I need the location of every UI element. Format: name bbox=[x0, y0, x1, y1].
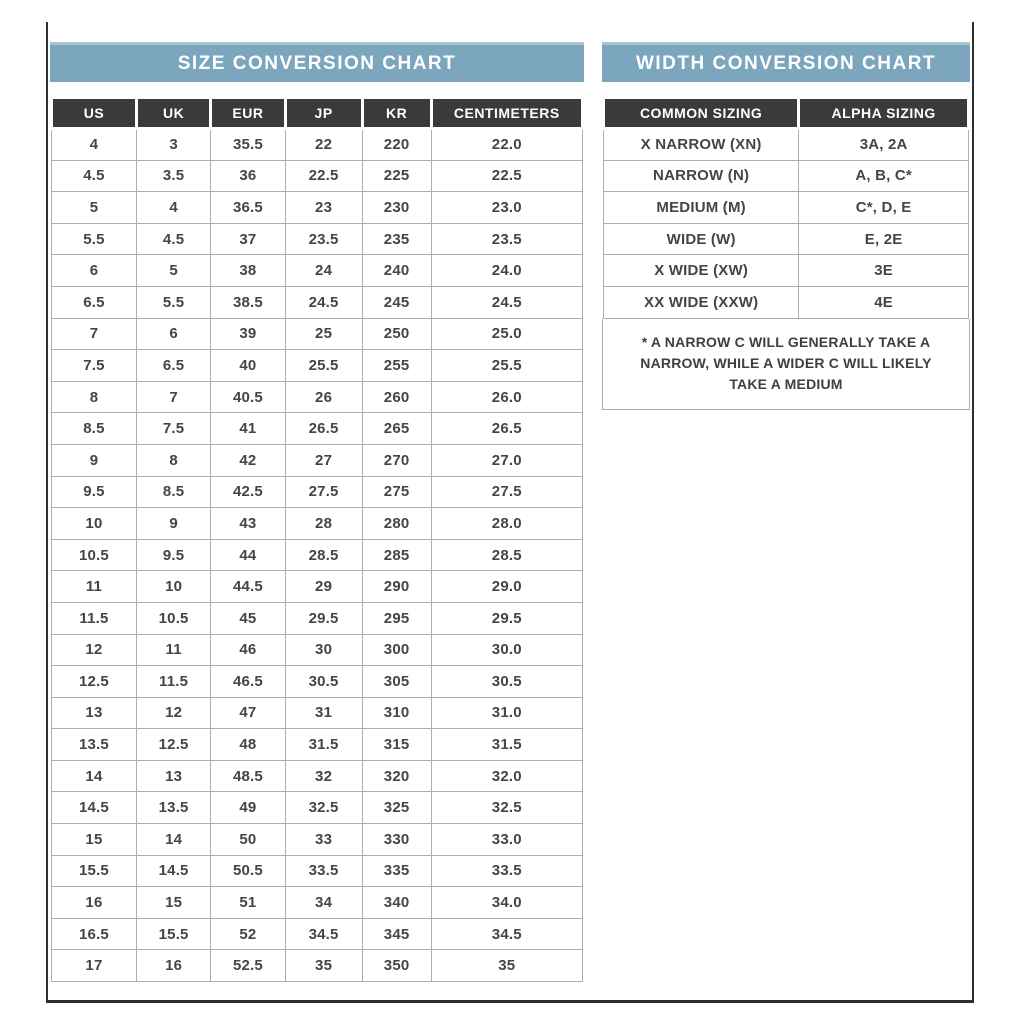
table-row bbox=[52, 160, 583, 192]
width-conversion-table bbox=[602, 96, 970, 319]
table-cell: 10.5 bbox=[136, 602, 210, 634]
table-row bbox=[52, 413, 583, 445]
table-cell: 270 bbox=[362, 444, 431, 476]
column-header: JP bbox=[285, 98, 362, 129]
column-header: KR bbox=[362, 98, 431, 129]
table-cell: 8 bbox=[136, 444, 210, 476]
table-cell: 50 bbox=[211, 824, 285, 856]
table-cell: 330 bbox=[362, 824, 431, 856]
table-cell: 33.0 bbox=[431, 824, 582, 856]
table-cell: 29 bbox=[285, 571, 362, 603]
table-cell: NARROW (N) bbox=[604, 160, 799, 192]
table-cell: 5.5 bbox=[52, 223, 137, 255]
table-cell: 12 bbox=[52, 634, 137, 666]
table-cell: 14.5 bbox=[136, 855, 210, 887]
table-cell: 285 bbox=[362, 539, 431, 571]
table-cell: 49 bbox=[211, 792, 285, 824]
table-cell: 6 bbox=[136, 318, 210, 350]
table-cell: 16.5 bbox=[52, 918, 137, 950]
table-cell: 35 bbox=[431, 950, 582, 982]
table-cell: 13 bbox=[136, 760, 210, 792]
table-cell: 27.0 bbox=[431, 444, 582, 476]
column-header: COMMON SIZING bbox=[604, 98, 799, 129]
table-cell: 245 bbox=[362, 286, 431, 318]
table-cell: 31.0 bbox=[431, 697, 582, 729]
table-cell: 265 bbox=[362, 413, 431, 445]
table-row bbox=[604, 129, 969, 161]
table-cell: 25 bbox=[285, 318, 362, 350]
table-cell: 34.0 bbox=[431, 887, 582, 919]
table-cell: 22.5 bbox=[285, 160, 362, 192]
table-cell: 36 bbox=[211, 160, 285, 192]
size-conversion-table bbox=[50, 96, 584, 982]
column-header: US bbox=[52, 98, 137, 129]
width-chart-header-row bbox=[604, 98, 969, 129]
table-cell: 6.5 bbox=[136, 350, 210, 382]
table-cell: E, 2E bbox=[799, 223, 969, 255]
table-cell: 31 bbox=[285, 697, 362, 729]
table-cell: 27.5 bbox=[285, 476, 362, 508]
table-cell: 9 bbox=[52, 444, 137, 476]
table-cell: 255 bbox=[362, 350, 431, 382]
table-cell: 29.5 bbox=[285, 602, 362, 634]
table-cell: 5.5 bbox=[136, 286, 210, 318]
table-cell: 34.5 bbox=[431, 918, 582, 950]
table-row bbox=[52, 760, 583, 792]
table-cell: 38 bbox=[211, 255, 285, 287]
table-cell: 16 bbox=[52, 887, 137, 919]
table-row bbox=[604, 286, 969, 318]
table-cell: 24 bbox=[285, 255, 362, 287]
table-cell: 30.5 bbox=[431, 666, 582, 698]
table-cell: 17 bbox=[52, 950, 137, 982]
table-cell: 3 bbox=[136, 129, 210, 161]
table-cell: 33 bbox=[285, 824, 362, 856]
table-cell: 4 bbox=[52, 129, 137, 161]
table-cell: 14.5 bbox=[52, 792, 137, 824]
table-row bbox=[52, 571, 583, 603]
table-row bbox=[52, 697, 583, 729]
table-cell: 47 bbox=[211, 697, 285, 729]
table-cell: 44 bbox=[211, 539, 285, 571]
table-cell: 23.0 bbox=[431, 192, 582, 224]
table-cell: 30.5 bbox=[285, 666, 362, 698]
table-cell: 8.5 bbox=[52, 413, 137, 445]
table-cell: 305 bbox=[362, 666, 431, 698]
table-cell: 275 bbox=[362, 476, 431, 508]
table-row bbox=[52, 950, 583, 982]
table-cell: 240 bbox=[362, 255, 431, 287]
width-chart-footnote: * A NARROW C WILL GENERALLY TAKE A NARROW, WHILE A WIDER C WILL LIKELY TAKE A MEDIUM bbox=[602, 319, 970, 410]
table-cell: 26 bbox=[285, 381, 362, 413]
table-cell: 23.5 bbox=[431, 223, 582, 255]
table-row bbox=[52, 223, 583, 255]
table-row bbox=[52, 255, 583, 287]
table-cell: 10.5 bbox=[52, 539, 137, 571]
table-cell: 5 bbox=[52, 192, 137, 224]
table-cell: 48.5 bbox=[211, 760, 285, 792]
table-cell: 32.0 bbox=[431, 760, 582, 792]
table-cell: 8 bbox=[52, 381, 137, 413]
table-cell: 36.5 bbox=[211, 192, 285, 224]
size-chart-title: SIZE CONVERSION CHART bbox=[50, 42, 584, 82]
table-cell: 42.5 bbox=[211, 476, 285, 508]
table-cell: 230 bbox=[362, 192, 431, 224]
table-row bbox=[52, 634, 583, 666]
table-row bbox=[52, 444, 583, 476]
table-cell: 30.0 bbox=[431, 634, 582, 666]
table-cell: 24.5 bbox=[431, 286, 582, 318]
table-cell: 13.5 bbox=[136, 792, 210, 824]
table-cell: 46.5 bbox=[211, 666, 285, 698]
width-chart-title: WIDTH CONVERSION CHART bbox=[602, 42, 970, 82]
table-cell: 250 bbox=[362, 318, 431, 350]
table-cell: 22 bbox=[285, 129, 362, 161]
table-cell: 31.5 bbox=[285, 729, 362, 761]
table-cell: 13.5 bbox=[52, 729, 137, 761]
table-cell: 25.5 bbox=[285, 350, 362, 382]
table-row bbox=[52, 508, 583, 540]
table-row bbox=[52, 381, 583, 413]
table-cell: 46 bbox=[211, 634, 285, 666]
table-cell: 35.5 bbox=[211, 129, 285, 161]
table-cell: 41 bbox=[211, 413, 285, 445]
table-cell: 12.5 bbox=[52, 666, 137, 698]
table-cell: 27.5 bbox=[431, 476, 582, 508]
table-cell: 4.5 bbox=[136, 223, 210, 255]
table-cell: 320 bbox=[362, 760, 431, 792]
table-row bbox=[52, 539, 583, 571]
table-cell: 5 bbox=[136, 255, 210, 287]
table-cell: X WIDE (XW) bbox=[604, 255, 799, 287]
table-cell: 235 bbox=[362, 223, 431, 255]
table-row bbox=[52, 192, 583, 224]
table-cell: 33.5 bbox=[431, 855, 582, 887]
table-cell: MEDIUM (M) bbox=[604, 192, 799, 224]
table-cell: 325 bbox=[362, 792, 431, 824]
table-cell: 11.5 bbox=[136, 666, 210, 698]
column-header: EUR bbox=[211, 98, 285, 129]
table-cell: 29.0 bbox=[431, 571, 582, 603]
table-cell: 35 bbox=[285, 950, 362, 982]
table-cell: 34 bbox=[285, 887, 362, 919]
table-cell: 220 bbox=[362, 129, 431, 161]
table-cell: 295 bbox=[362, 602, 431, 634]
table-cell: 25.5 bbox=[431, 350, 582, 382]
table-row bbox=[604, 160, 969, 192]
table-cell: 32.5 bbox=[285, 792, 362, 824]
table-row bbox=[52, 729, 583, 761]
column-header: ALPHA SIZING bbox=[799, 98, 969, 129]
size-chart-header-row bbox=[52, 98, 583, 129]
table-cell: 15.5 bbox=[136, 918, 210, 950]
table-cell: XX WIDE (XXW) bbox=[604, 286, 799, 318]
table-cell: WIDE (W) bbox=[604, 223, 799, 255]
table-cell: 26.5 bbox=[431, 413, 582, 445]
table-cell: 39 bbox=[211, 318, 285, 350]
table-row bbox=[52, 887, 583, 919]
table-cell: 7.5 bbox=[52, 350, 137, 382]
table-cell: 260 bbox=[362, 381, 431, 413]
table-row bbox=[604, 255, 969, 287]
table-row bbox=[604, 192, 969, 224]
table-cell: 290 bbox=[362, 571, 431, 603]
table-cell: 310 bbox=[362, 697, 431, 729]
table-cell: 28.5 bbox=[431, 539, 582, 571]
table-cell: 26.5 bbox=[285, 413, 362, 445]
table-cell: 15 bbox=[52, 824, 137, 856]
table-cell: 45 bbox=[211, 602, 285, 634]
table-cell: 37 bbox=[211, 223, 285, 255]
table-cell: 11.5 bbox=[52, 602, 137, 634]
table-cell: 52 bbox=[211, 918, 285, 950]
table-cell: 6.5 bbox=[52, 286, 137, 318]
table-cell: 22.0 bbox=[431, 129, 582, 161]
table-cell: 28 bbox=[285, 508, 362, 540]
table-row bbox=[52, 824, 583, 856]
table-cell: 27 bbox=[285, 444, 362, 476]
table-cell: 24.5 bbox=[285, 286, 362, 318]
table-cell: 32.5 bbox=[431, 792, 582, 824]
table-cell: 12.5 bbox=[136, 729, 210, 761]
table-cell: 350 bbox=[362, 950, 431, 982]
table-cell: 23.5 bbox=[285, 223, 362, 255]
table-cell: 33.5 bbox=[285, 855, 362, 887]
table-cell: 3.5 bbox=[136, 160, 210, 192]
table-cell: 15 bbox=[136, 887, 210, 919]
table-cell: 10 bbox=[136, 571, 210, 603]
table-row bbox=[52, 918, 583, 950]
table-row bbox=[52, 792, 583, 824]
table-cell: 335 bbox=[362, 855, 431, 887]
table-cell: 24.0 bbox=[431, 255, 582, 287]
table-cell: 7 bbox=[136, 381, 210, 413]
table-cell: 14 bbox=[52, 760, 137, 792]
table-cell: 12 bbox=[136, 697, 210, 729]
table-cell: 15.5 bbox=[52, 855, 137, 887]
table-cell: 52.5 bbox=[211, 950, 285, 982]
table-row bbox=[52, 476, 583, 508]
table-row bbox=[604, 223, 969, 255]
table-cell: 48 bbox=[211, 729, 285, 761]
table-cell: 30 bbox=[285, 634, 362, 666]
table-cell: 4.5 bbox=[52, 160, 137, 192]
table-cell: 7 bbox=[52, 318, 137, 350]
width-conversion-section bbox=[602, 42, 970, 410]
table-cell: 16 bbox=[136, 950, 210, 982]
table-row bbox=[52, 129, 583, 161]
table-cell: 340 bbox=[362, 887, 431, 919]
table-cell: 40 bbox=[211, 350, 285, 382]
table-cell: 9.5 bbox=[136, 539, 210, 571]
table-cell: 43 bbox=[211, 508, 285, 540]
table-cell: 50.5 bbox=[211, 855, 285, 887]
table-cell: 3E bbox=[799, 255, 969, 287]
table-row bbox=[52, 602, 583, 634]
table-cell: 8.5 bbox=[136, 476, 210, 508]
table-cell: 4 bbox=[136, 192, 210, 224]
table-cell: 38.5 bbox=[211, 286, 285, 318]
table-cell: 9.5 bbox=[52, 476, 137, 508]
table-cell: X NARROW (XN) bbox=[604, 129, 799, 161]
table-cell: 40.5 bbox=[211, 381, 285, 413]
table-cell: 280 bbox=[362, 508, 431, 540]
table-cell: 31.5 bbox=[431, 729, 582, 761]
table-cell: 11 bbox=[52, 571, 137, 603]
column-header: CENTIMETERS bbox=[431, 98, 582, 129]
table-cell: 44.5 bbox=[211, 571, 285, 603]
table-cell: 4E bbox=[799, 286, 969, 318]
table-row bbox=[52, 318, 583, 350]
size-conversion-section bbox=[50, 42, 584, 982]
table-cell: C*, D, E bbox=[799, 192, 969, 224]
table-cell: 42 bbox=[211, 444, 285, 476]
table-cell: 34.5 bbox=[285, 918, 362, 950]
table-cell: 315 bbox=[362, 729, 431, 761]
table-row bbox=[52, 855, 583, 887]
table-cell: 23 bbox=[285, 192, 362, 224]
table-cell: 7.5 bbox=[136, 413, 210, 445]
table-cell: 13 bbox=[52, 697, 137, 729]
table-cell: A, B, C* bbox=[799, 160, 969, 192]
table-row bbox=[52, 666, 583, 698]
column-header: UK bbox=[136, 98, 210, 129]
table-cell: 3A, 2A bbox=[799, 129, 969, 161]
table-cell: 11 bbox=[136, 634, 210, 666]
table-cell: 22.5 bbox=[431, 160, 582, 192]
table-cell: 32 bbox=[285, 760, 362, 792]
table-row bbox=[52, 286, 583, 318]
table-cell: 300 bbox=[362, 634, 431, 666]
table-cell: 6 bbox=[52, 255, 137, 287]
table-cell: 28.5 bbox=[285, 539, 362, 571]
table-cell: 345 bbox=[362, 918, 431, 950]
table-cell: 26.0 bbox=[431, 381, 582, 413]
table-cell: 9 bbox=[136, 508, 210, 540]
table-cell: 29.5 bbox=[431, 602, 582, 634]
table-cell: 28.0 bbox=[431, 508, 582, 540]
table-cell: 51 bbox=[211, 887, 285, 919]
table-cell: 14 bbox=[136, 824, 210, 856]
table-cell: 225 bbox=[362, 160, 431, 192]
table-cell: 25.0 bbox=[431, 318, 582, 350]
table-cell: 10 bbox=[52, 508, 137, 540]
table-row bbox=[52, 350, 583, 382]
